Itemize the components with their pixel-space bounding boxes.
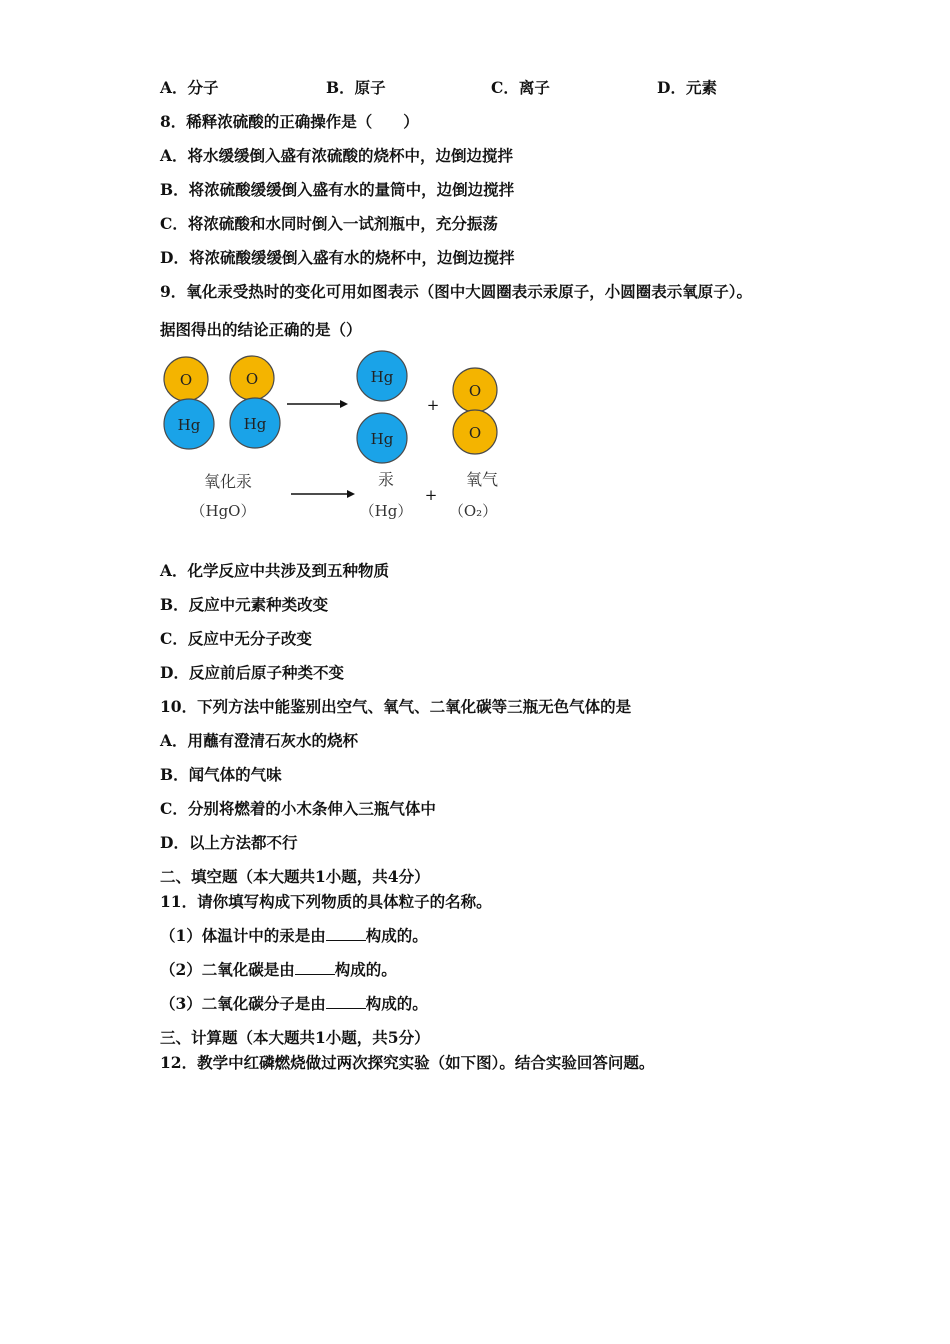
q11-item-3 xyxy=(160,994,428,1014)
q9-stem-line1: 9．氧化汞受热时的变化可用如图表示（图中大圆圈表示汞原子，小圆圈表示氧原子）。 xyxy=(160,282,753,301)
q11-item-2 xyxy=(160,960,397,980)
label-mercury: 汞 xyxy=(377,470,395,489)
q9-option-a: A．化学反应中共涉及到五种物质 xyxy=(160,561,390,580)
label-mercury-oxide: 氧化汞 xyxy=(203,472,253,491)
q7-option-d: D．元素 xyxy=(657,78,717,97)
mercury-atom-label: Hg xyxy=(370,368,394,386)
oxygen-atom-label: O xyxy=(245,370,259,388)
section-fill-in-heading: 二、填空题（本大题共1小题，共4分） xyxy=(160,867,430,886)
q9-option-c: C．反应中无分子改变 xyxy=(160,629,312,648)
q7-option-a: A．分子 xyxy=(160,78,219,97)
q10-option-d: D．以上方法都不行 xyxy=(160,833,298,852)
answer-blank[interactable] xyxy=(326,994,366,1009)
q10-stem: 10．下列方法中能鉴别出空气、氧气、二氧化碳等三瓶无色气体的是 xyxy=(160,697,632,716)
q10-option-b: B．闻气体的气味 xyxy=(160,765,282,784)
q8-option-d: D．将浓硫酸缓缓倒入盛有水的烧杯中，边倒边搅拌 xyxy=(160,248,515,267)
q11-item-3-post: 构成的。 xyxy=(365,994,428,1013)
mercury-atom-label: Hg xyxy=(370,430,394,448)
q9-option-b: B．反应中元素种类改变 xyxy=(160,595,329,614)
oxygen-atom-label: O xyxy=(468,382,482,400)
q11-item-1 xyxy=(160,926,428,946)
q11-item-3-pre: （3）二氧化碳分子是由 xyxy=(160,994,326,1013)
q11-item-1-post: 构成的。 xyxy=(365,926,428,945)
q7-option-b: B．原子 xyxy=(326,78,386,97)
q11-stem: 11．请你填写构成下列物质的具体粒子的名称。 xyxy=(160,892,492,911)
q10-option-a: A．用蘸有澄清石灰水的烧杯 xyxy=(160,731,359,750)
formula-hgo: （HgO） xyxy=(190,502,256,520)
formula-o2: （O₂） xyxy=(448,502,498,520)
q11-item-2-pre: （2）二氧化碳是由 xyxy=(160,960,295,979)
q7-options xyxy=(160,78,860,98)
mercury-atom-label: Hg xyxy=(243,415,267,433)
reaction-arrow-icon xyxy=(291,490,355,498)
q8-option-a: A．将水缓缓倒入盛有浓硫酸的烧杯中，边倒边搅拌 xyxy=(160,146,514,165)
q8-option-c: C．将浓硫酸和水同时倒入一试剂瓶中，充分振荡 xyxy=(160,214,498,233)
oxygen-atom-label: O xyxy=(179,371,193,389)
q9-option-d: D．反应前后原子种类不变 xyxy=(160,663,344,682)
formula-hg: （Hg） xyxy=(359,502,413,520)
plus-sign: + xyxy=(426,396,440,414)
reaction-arrow-icon xyxy=(287,400,348,408)
mercury-oxide-decomposition-diagram xyxy=(150,345,520,530)
q10-option-c: C．分别将燃着的小木条伸入三瓶气体中 xyxy=(160,799,436,818)
q9-stem-line2: 据图得出的结论正确的是（） xyxy=(160,320,362,339)
answer-blank[interactable] xyxy=(326,926,366,941)
plus-sign: + xyxy=(424,486,438,504)
q12-stem: 12．教学中红磷燃烧做过两次探究实验（如下图）。结合实验回答问题。 xyxy=(160,1053,655,1072)
oxygen-atom-label: O xyxy=(468,424,482,442)
section-calculation-heading: 三、计算题（本大题共1小题，共5分） xyxy=(160,1028,430,1047)
label-oxygen: 氧气 xyxy=(465,470,499,489)
q11-item-1-pre: （1）体温计中的汞是由 xyxy=(160,926,326,945)
q11-item-2-post: 构成的。 xyxy=(334,960,397,979)
q8-stem: 8．稀释浓硫酸的正确操作是（ ） xyxy=(160,112,419,131)
answer-blank[interactable] xyxy=(295,960,335,975)
q8-option-b: B．将浓硫酸缓缓倒入盛有水的量筒中，边倒边搅拌 xyxy=(160,180,515,199)
q7-option-c: C．离子 xyxy=(491,78,550,97)
mercury-atom-label: Hg xyxy=(177,416,201,434)
